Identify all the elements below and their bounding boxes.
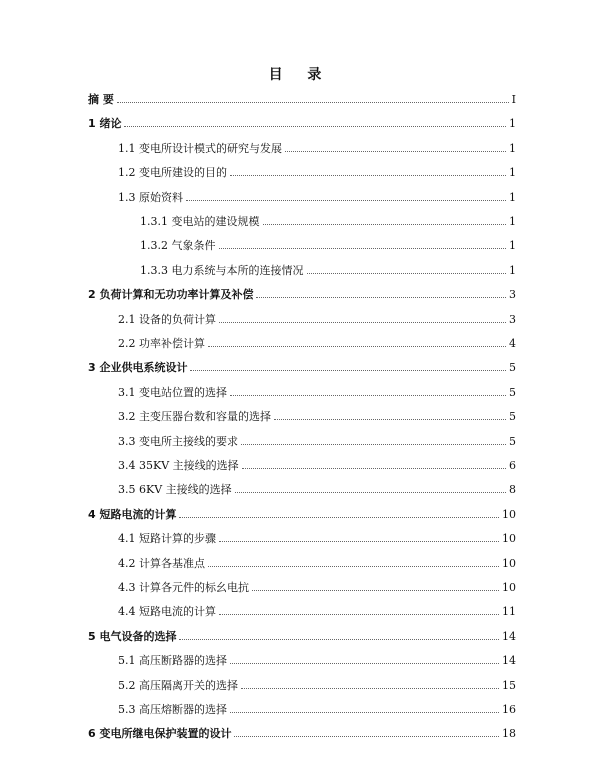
toc-entry[interactable] (118, 332, 516, 350)
toc-entry-label: 5 电气设备的选择 (88, 630, 177, 643)
toc-entry[interactable] (118, 454, 516, 472)
toc-entry[interactable] (118, 527, 516, 545)
toc-entry[interactable] (118, 308, 516, 326)
toc-entry[interactable] (88, 112, 516, 130)
dot-leader (179, 516, 499, 518)
toc-entry[interactable] (118, 137, 516, 155)
toc-entry-page: 11 (502, 605, 516, 618)
toc-entry-page: 14 (502, 654, 516, 667)
toc-entry-page: 1 (509, 264, 516, 277)
toc-entry-label: 3.5 6KV 主接线的选择 (118, 483, 232, 496)
dot-leader (242, 467, 506, 469)
toc-entry-label: 3.2 主变压器台数和容量的选择 (118, 410, 271, 423)
toc-entry[interactable] (88, 283, 516, 301)
toc-entry-label: 1.3.2 气象条件 (140, 239, 216, 252)
toc-entry-page: 16 (502, 703, 516, 716)
toc-entry-page: 1 (509, 117, 516, 130)
toc-entry-label: 3.3 变电所主接线的要求 (118, 435, 238, 448)
toc-entry-label: 4 短路电流的计算 (88, 508, 177, 521)
dot-leader (230, 174, 506, 176)
toc-entry[interactable] (118, 576, 516, 594)
toc-entry-label: 1.3 原始资料 (118, 191, 183, 204)
dot-leader (219, 613, 499, 615)
dot-leader (179, 638, 499, 640)
toc-entry[interactable] (118, 186, 516, 204)
toc-entry-page: 14 (502, 630, 516, 643)
toc-entry[interactable] (118, 552, 516, 570)
dot-leader (208, 345, 506, 347)
toc-entry-page: I (511, 93, 516, 106)
toc-entry-label: 6 变电所继电保护装置的设计 (88, 727, 232, 740)
dot-leader (252, 589, 499, 591)
toc-entry[interactable] (140, 259, 516, 277)
dot-leader (241, 443, 506, 445)
toc-entry-label: 4.1 短路计算的步骤 (118, 532, 216, 545)
toc-entry-page: 5 (509, 361, 516, 374)
toc-entry[interactable] (88, 722, 516, 740)
toc-entry-page: 1 (509, 191, 516, 204)
dot-leader (235, 491, 506, 493)
toc-entry-page: 10 (502, 532, 516, 545)
toc-entry-label: 1.3.1 变电站的建设规模 (140, 215, 260, 228)
toc-entry[interactable] (118, 430, 516, 448)
toc-entry-label: 4.2 计算各基准点 (118, 557, 205, 570)
toc-entry[interactable] (118, 674, 516, 692)
dot-leader (285, 150, 506, 152)
toc-entry-page: 3 (509, 288, 516, 301)
toc-entry[interactable] (118, 161, 516, 179)
dot-leader (190, 369, 506, 371)
toc-entry[interactable] (118, 478, 516, 496)
toc-entry-page: 8 (509, 483, 516, 496)
toc-entry-page: 1 (509, 142, 516, 155)
toc-entry-label: 5.3 高压熔断器的选择 (118, 703, 227, 716)
dot-leader (117, 101, 509, 103)
toc-entry[interactable] (118, 698, 516, 716)
dot-leader (307, 272, 507, 274)
toc-entry-label: 摘 要 (88, 93, 114, 106)
toc-entry-label: 4.3 计算各元件的标幺电抗 (118, 581, 249, 594)
toc-entry-page: 4 (509, 337, 516, 350)
toc-entry-page: 10 (502, 581, 516, 594)
toc-entry-label: 3 企业供电系统设计 (88, 361, 188, 374)
toc-entry-label: 4.4 短路电流的计算 (118, 605, 216, 618)
toc-entry-label: 1.2 变电所建设的目的 (118, 166, 227, 179)
dot-leader (256, 296, 506, 298)
dot-leader (186, 199, 506, 201)
toc-entry[interactable] (140, 210, 516, 228)
toc-entry-page: 18 (502, 727, 516, 740)
toc-entry[interactable] (118, 381, 516, 399)
dot-leader (263, 223, 507, 225)
dot-leader (219, 540, 499, 542)
dot-leader (230, 394, 506, 396)
toc-entry-page: 5 (509, 410, 516, 423)
dot-leader (124, 125, 506, 127)
toc-entry-label: 1 绪论 (88, 117, 122, 130)
toc-entry-label: 1.3.3 电力系统与本所的连接情况 (140, 264, 304, 277)
toc-entry-page: 5 (509, 386, 516, 399)
dot-leader (274, 418, 506, 420)
toc-entry-label: 3.1 变电站位置的选择 (118, 386, 227, 399)
toc-entry-label: 1.1 变电所设计模式的研究与发展 (118, 142, 282, 155)
toc-entry-label: 5.1 高压断路器的选择 (118, 654, 227, 667)
toc-entry[interactable] (88, 356, 516, 374)
toc-entry[interactable] (88, 503, 516, 521)
toc-entry-label: 2.1 设备的负荷计算 (118, 313, 216, 326)
dot-leader (234, 735, 499, 737)
toc-title: 目 录 (268, 67, 332, 83)
dot-leader (230, 711, 499, 713)
dot-leader (219, 247, 507, 249)
toc-entry-label: 3.4 35KV 主接线的选择 (118, 459, 239, 472)
toc-entry-page: 3 (509, 313, 516, 326)
toc-entry-label: 5.2 高压隔离开关的选择 (118, 679, 238, 692)
toc-entry[interactable] (118, 405, 516, 423)
toc-entry[interactable] (88, 625, 516, 643)
toc-entry-page: 5 (509, 435, 516, 448)
toc-entry[interactable] (88, 88, 516, 106)
dot-leader (219, 321, 506, 323)
toc-entry-page: 10 (502, 557, 516, 570)
toc-entry-label: 2.2 功率补偿计算 (118, 337, 205, 350)
toc-entry-page: 1 (509, 239, 516, 252)
dot-leader (241, 687, 499, 689)
toc-entry[interactable] (118, 649, 516, 667)
toc-entry[interactable] (118, 600, 516, 618)
toc-entry-page: 10 (502, 508, 516, 521)
dot-leader (208, 565, 499, 567)
toc-entry[interactable] (140, 234, 516, 252)
toc-entry-page: 1 (509, 166, 516, 179)
dot-leader (230, 662, 499, 664)
toc-entry-page: 15 (502, 679, 516, 692)
toc-entry-label: 2 负荷计算和无功功率计算及补偿 (88, 288, 254, 301)
toc-entry-page: 1 (509, 215, 516, 228)
toc-entry-page: 6 (509, 459, 516, 472)
